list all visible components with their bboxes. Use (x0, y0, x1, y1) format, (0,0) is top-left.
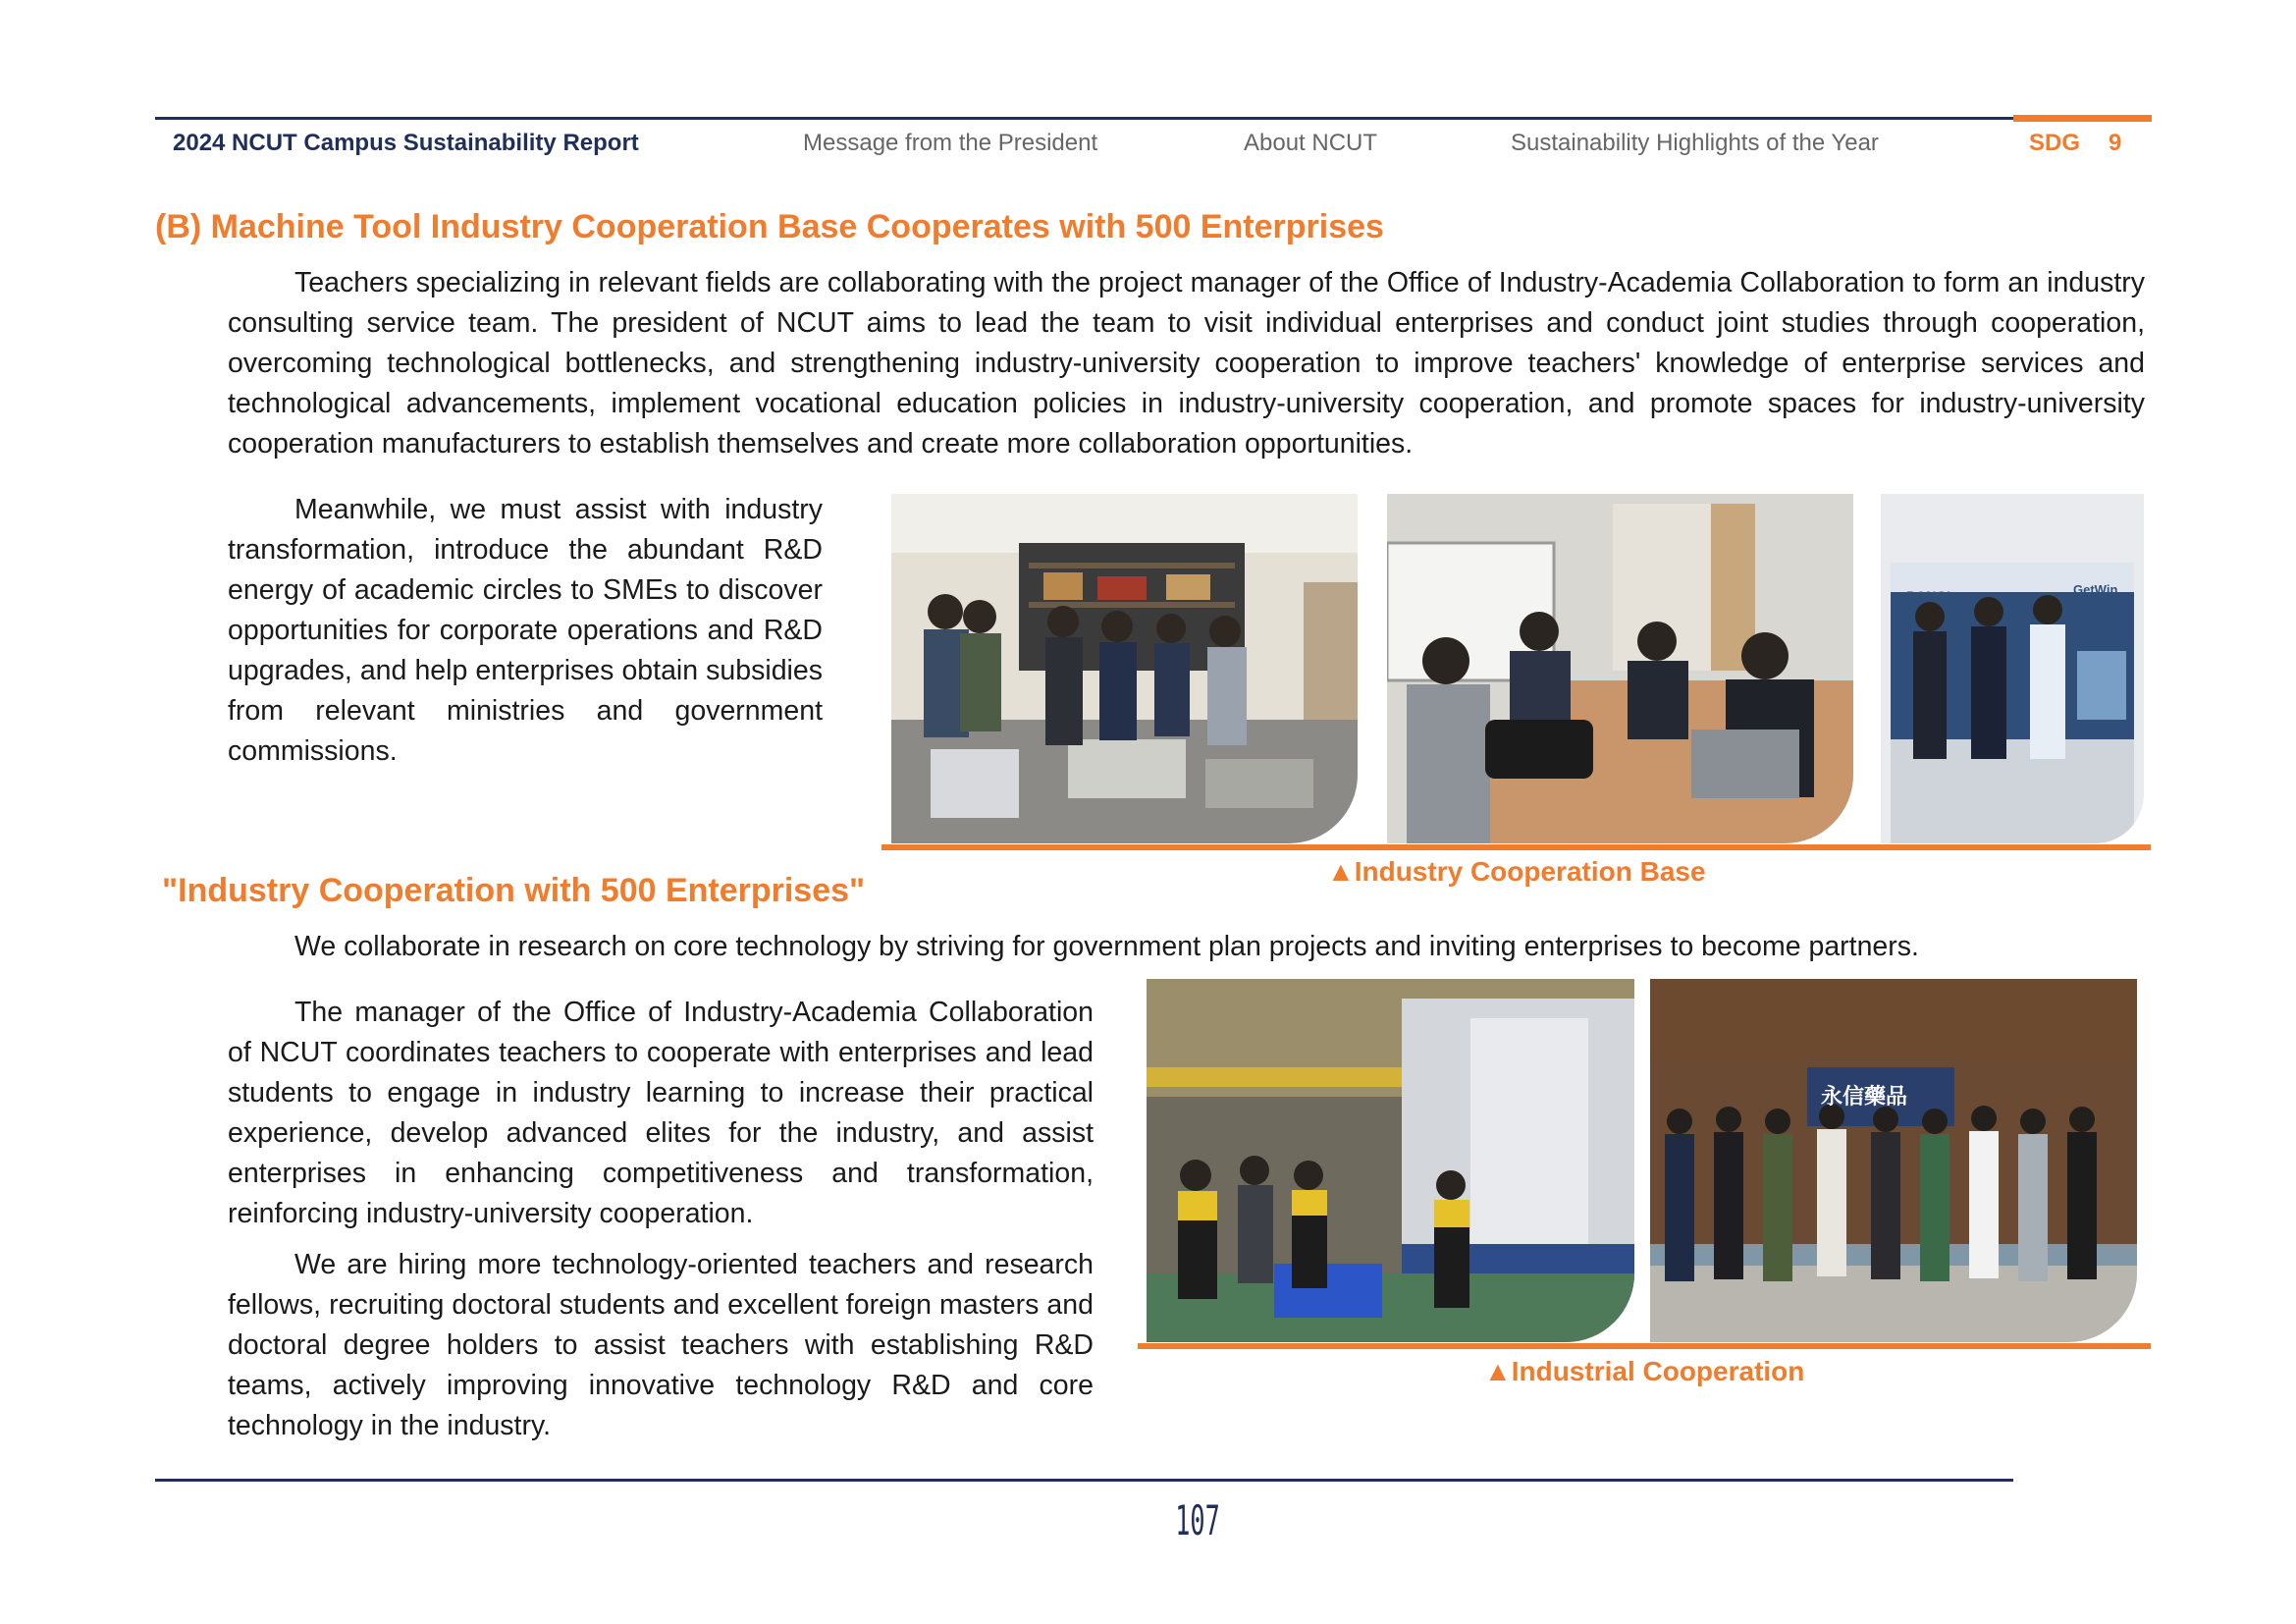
section-c-intro: We collaborate in research on core technology by striving for government plan projects and inviting enterprises to become partners. (294, 931, 1919, 962)
section-c-paragraph-1: The manager of the Office of Industry-Academia Collaboration of NCUT coordinates teachers to cooperate with enterprises and lead students to engage in industry learning to increase their practical experience, develop advanced elites for the industry, and assist enterprises in enhancing competitiveness and transformation, reinforcing industry-university cooperation. (228, 997, 1094, 1229)
section-b-paragraph: Meanwhile, we must assist with industry transformation, introduce the abundant R&D energy of academic circles to SMEs to discover opportunities for corporate operations and R&D upgrades, and help enterprises obtain subsidies from relevant ministries and government commissions. (228, 494, 823, 767)
page-number: 107 (1175, 1496, 1220, 1544)
section-c-paragraph-2: We are hiring more technology-oriented teachers and research fellows, recruiting doctoral students and excellent foreign masters and doctoral degree holders to assist teachers with establishing R&D teams, actively improving innovative technology R&D and core technology in the industry. (228, 1249, 1094, 1441)
booth-sign-getwin: GetWin (2073, 582, 2118, 597)
photo-meeting (1387, 494, 1853, 843)
header-accent-bar (2013, 115, 2152, 122)
section-b-heading: (B) Machine Tool Industry Cooperation Base Cooperates with 500 Enterprises (155, 208, 1384, 245)
nav-sustainability-highlights[interactable]: Sustainability Highlights of the Year (1511, 130, 1879, 156)
nav-message-president[interactable]: Message from the President (803, 130, 1098, 156)
photo-workshop (891, 494, 1358, 843)
photo-exhibition-booth (1881, 494, 2144, 843)
section-b-intro: Teachers specializing in relevant fields are collaborating with the project manager of the Office of Industry-Academia Collaboration to form an industry consulting service team. The president of NCUT aims to lead the team to visit individual enterprises and conduct joint studies through cooperation, overcoming technological bottlenecks, and strengthening industry-university cooperation to improve teachers' knowledge of enterprise services and technological advancements, implement vocational education policies in industry-university cooperation, and promote spaces for industry-university cooperation manufacturers to establish themselves and create more collaboration opportunities. (228, 267, 2145, 460)
booth-sign-pongi: PONGI (1906, 588, 1951, 604)
footer-rule (155, 1479, 2013, 1482)
photo-group (1650, 979, 2137, 1342)
sdg-label: SDG (2029, 130, 2081, 156)
section-c-heading: "Industry Cooperation with 500 Enterprises" (162, 872, 866, 909)
report-title: 2024 NCUT Campus Sustainability Report (173, 130, 639, 156)
nav-about-ncut[interactable]: About NCUT (1244, 130, 1378, 156)
sdg-number: 9 (2109, 130, 2122, 156)
photo-factory-machine (1147, 979, 1634, 1342)
caption-industry-cooperation-base: ▲Industry Cooperation Base (1327, 856, 1706, 887)
caption-industrial-cooperation: ▲Industrial Cooperation (1484, 1356, 1805, 1386)
header-rule (155, 117, 2013, 120)
photo-rule-1 (881, 844, 2151, 850)
company-sign: 永信藥品 (1821, 1085, 1908, 1110)
photo-rule-2 (1138, 1343, 2151, 1349)
